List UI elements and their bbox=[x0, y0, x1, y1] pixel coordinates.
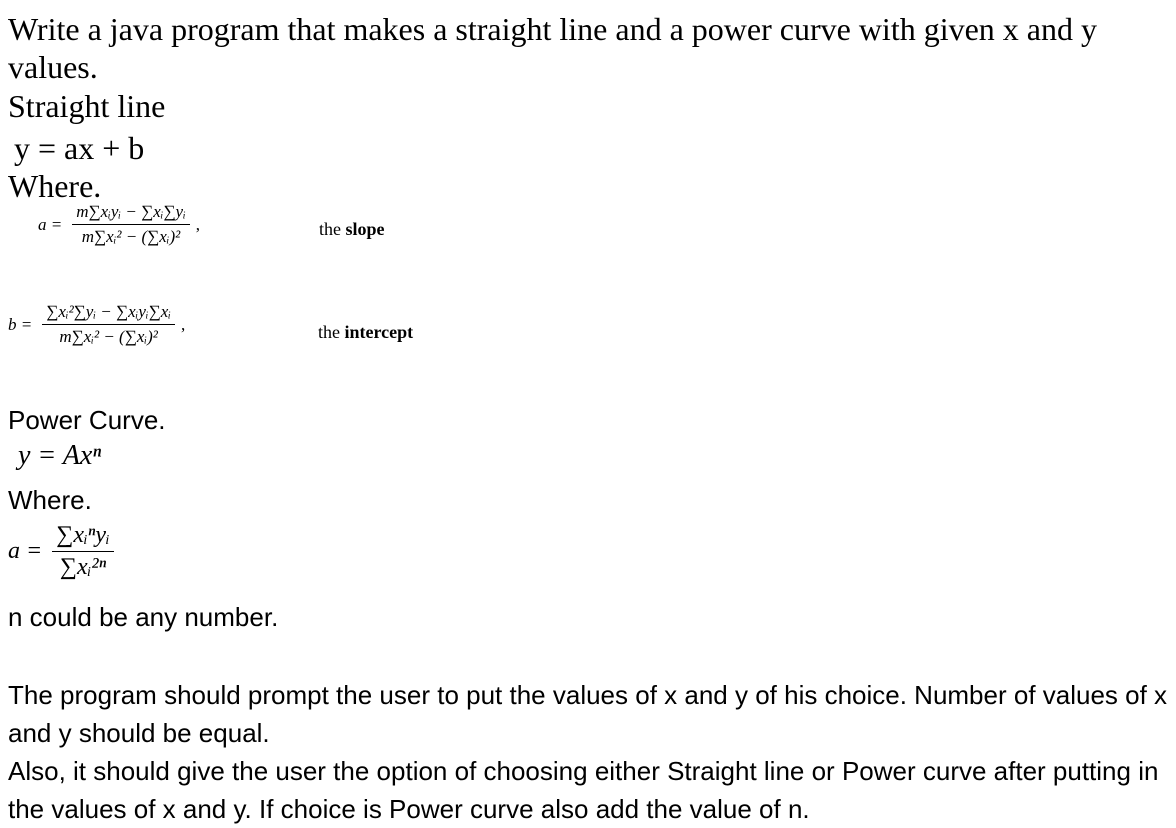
slope-formula-lhs: a = bbox=[38, 214, 63, 234]
intercept-note-prefix: the bbox=[318, 322, 340, 342]
slope-formula bbox=[38, 202, 200, 247]
closing-instructions bbox=[8, 676, 1168, 828]
intercept-formula bbox=[8, 302, 185, 347]
slope-note-bold: slope bbox=[345, 219, 385, 239]
power-a-numerator: ∑xᵢⁿyᵢ bbox=[52, 522, 114, 552]
power-curve-heading: Power Curve. bbox=[8, 405, 166, 435]
where-label-straight: Where. bbox=[8, 168, 102, 204]
power-a-lhs: a = bbox=[8, 538, 43, 564]
comma: , bbox=[195, 214, 201, 234]
intercept-denominator: m∑xᵢ² − (∑xᵢ)² bbox=[59, 327, 158, 346]
intercept-note-bold: intercept bbox=[344, 322, 414, 342]
closing-paragraph-1: The program should prompt the user to put the values of x and y of his choice. Number of values of x and y should be equal. bbox=[8, 680, 1168, 748]
slope-numerator: m∑xᵢyᵢ − ∑xᵢ∑yᵢ bbox=[72, 202, 190, 225]
slope-denominator: m∑xᵢ² − (∑xᵢ)² bbox=[81, 227, 181, 246]
power-a-denominator: ∑xᵢ²ⁿ bbox=[59, 554, 107, 580]
intercept-formula-lhs: b = bbox=[8, 314, 33, 334]
power-curve-equation: y = Axⁿ bbox=[18, 440, 102, 471]
intercept-numerator: ∑xᵢ²∑yᵢ − ∑xᵢyᵢ∑xᵢ bbox=[42, 302, 175, 325]
intro-text: Write a java program that makes a straight line and a power curve with given x and y values. bbox=[8, 11, 1097, 85]
intercept-fraction bbox=[42, 302, 175, 347]
power-a-fraction bbox=[52, 522, 114, 581]
slope-note bbox=[319, 219, 385, 240]
slope-note-prefix: the bbox=[319, 219, 341, 239]
straight-line-heading: Straight line bbox=[8, 88, 166, 124]
comma: , bbox=[180, 314, 186, 334]
power-a-formula bbox=[8, 522, 118, 581]
n-note: n could be any number. bbox=[8, 602, 279, 632]
intercept-note bbox=[318, 322, 413, 343]
straight-line-equation: y = ax + b bbox=[14, 130, 145, 166]
where-label-power: Where. bbox=[8, 485, 92, 515]
closing-paragraph-2: Also, it should give the user the option of choosing either Straight line or Power curve after putting in the values of x and y. If choice is Power curve also add the value of n. bbox=[8, 756, 1159, 824]
slope-fraction bbox=[72, 202, 190, 247]
